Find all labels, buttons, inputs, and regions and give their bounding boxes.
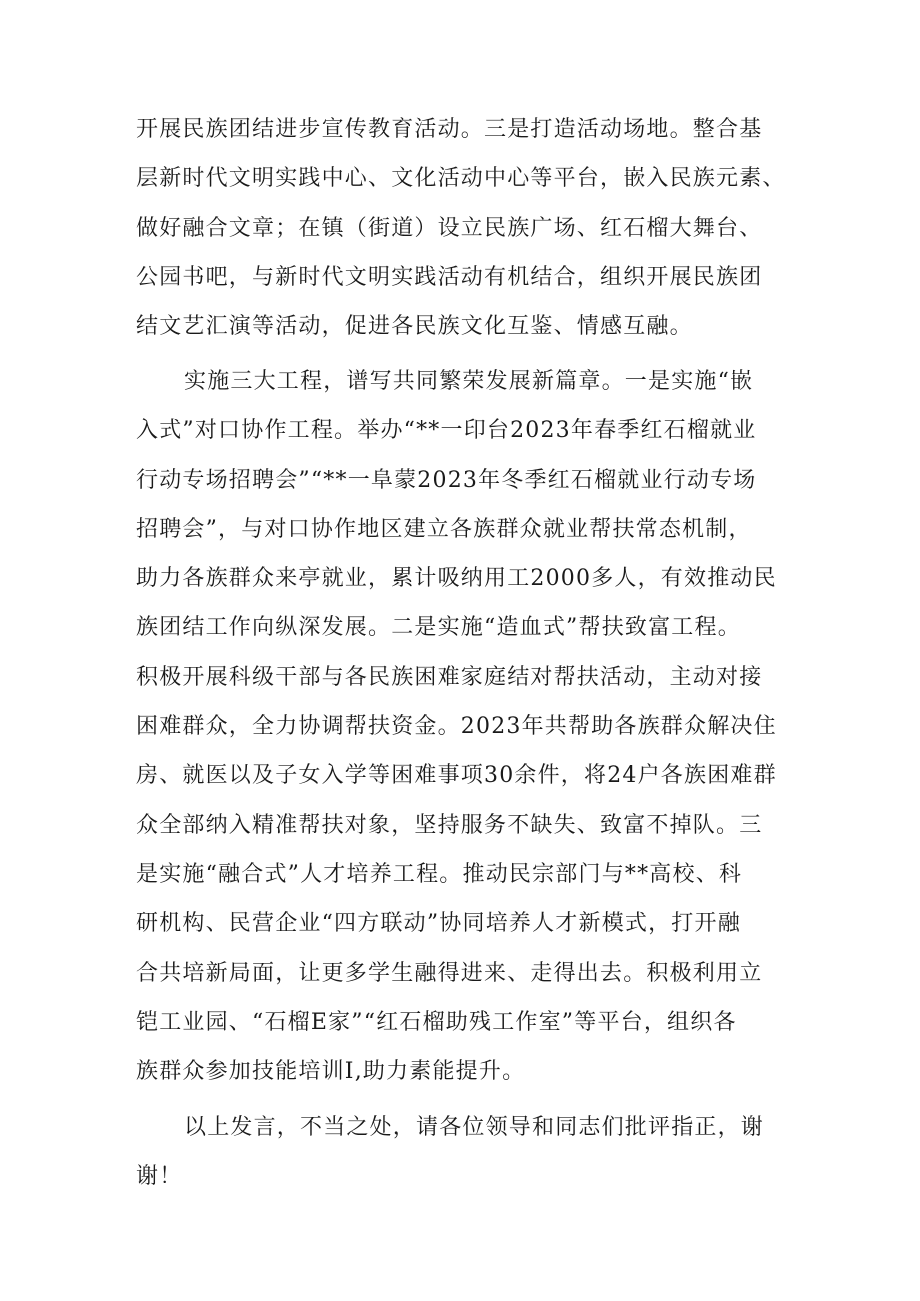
text-line: 族团结工作向纵深发展。二是实施“造血式”帮扶致富工程。: [136, 615, 741, 641]
text-line: 开展民族团结进步宣传教育活动。三是打造活动场地。整合基: [136, 117, 763, 142]
text-line: 公园书吧，与新时代文明实践活动有机结合，组织开展民族团: [136, 264, 763, 290]
text-line: 结文艺汇演等活动，促进各民族文化互鉴、情感互融。: [136, 314, 693, 340]
paragraph-three-projects: [136, 357, 786, 1096]
text-line: 助力各族群众来亭就业，累计吸纳用工2000多人，有效推动民: [136, 566, 777, 592]
text-line: 谢！: [136, 1164, 183, 1190]
paragraph-closing-remarks: [136, 1103, 786, 1202]
text-line: 招聘会”，与对口协作地区建立各族群众就业帮扶常态机制，: [136, 516, 752, 542]
paragraph-activity-venues: [136, 105, 786, 351]
text-line: 困难群众，全力协调帮扶资金。2023年共帮助各族群众解决住: [136, 714, 777, 740]
text-line: 房、就医以及子女入学等困难事项30余件，将24户各族困难群: [136, 763, 777, 789]
text-line: 合共培新局面，让更多学生融得进来、走得出去。积极利用立: [136, 960, 763, 986]
text-line: 研机构、民营企业“四方联动”协同培养人才新模式，打开融: [136, 911, 741, 937]
text-line: 层新时代文明实践中心、文化活动中心等平台，嵌入民族元素、: [136, 166, 786, 192]
text-line: 做好融合文章；在镇（街道）设立民族广场、红石榴大舞台、: [136, 215, 763, 241]
text-line: 积极开展科级干部与各民族困难家庭结对帮扶活动，主动对接: [136, 664, 763, 690]
text-line: 实施三大工程，谱写共同繁荣发展新篇章。一是实施“嵌: [184, 369, 754, 394]
text-line: 以上发言，不当之处，请各位领导和同志们批评指正，谢: [184, 1115, 765, 1140]
text-line: 铠工业园、“石榴E家”“红石榴助残工作室”等平台，组织各: [136, 1009, 737, 1035]
text-line: 入式”对口协作工程。举办“**一印台2023年春季红石榴就业: [136, 418, 757, 444]
text-line: 是实施“融合式”人才培养工程。推动民宗部门与**高校、科: [136, 861, 743, 887]
text-line: 众全部纳入精准帮扶对象，坚持服务不缺失、致富不掉队。三: [136, 812, 763, 838]
text-line: 行动专场招聘会”“**一阜蒙2023年冬季红石榴就业行动专场: [136, 467, 757, 493]
text-line: 族群众参加技能培训I,助力素能提升。: [136, 1059, 526, 1085]
